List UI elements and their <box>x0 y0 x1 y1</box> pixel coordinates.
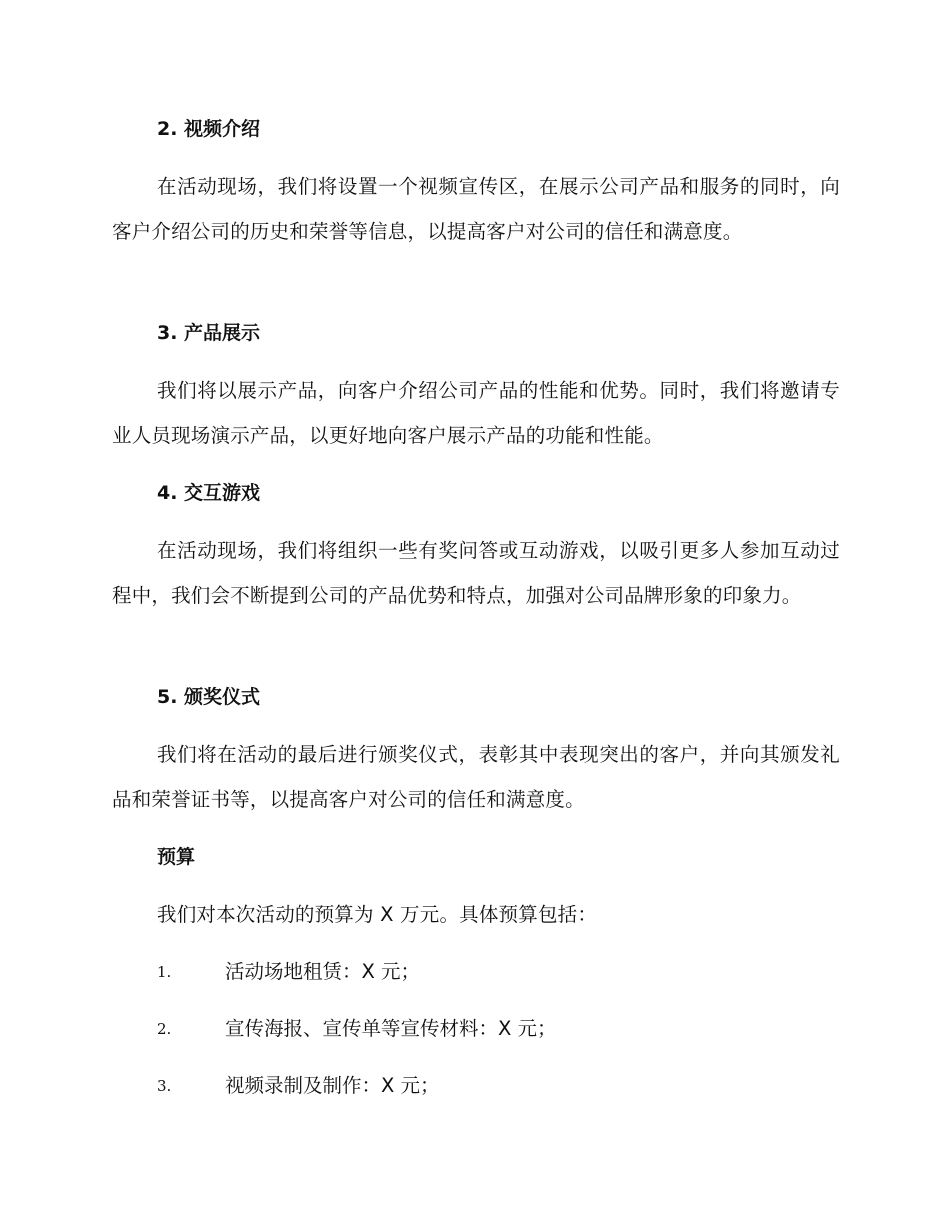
list-text: 活动场地租赁：X 元； <box>225 960 421 983</box>
section-heading-video: 2. 视频介绍 <box>157 118 261 140</box>
section-paragraph-awards: 我们将在活动的最后进行颁奖仪式，表彰其中表现突出的客户，并向其颁发礼品和荣誉证书等，以提高客户对公司的信任和满意度。 <box>112 743 840 811</box>
budget-heading: 预算 <box>157 846 196 868</box>
section-heading-awards: 5. 颁奖仪式 <box>157 686 261 708</box>
budget-list-item <box>157 1071 797 1101</box>
section-paragraph-video: 在活动现场，我们将设置一个视频宣传区，在展示公司产品和服务的同时，向客户介绍公司的历史和荣誉等信息，以提高客户对公司的信任和满意度。 <box>112 175 840 243</box>
budget-list-item <box>157 1014 797 1044</box>
section-paragraph-games: 在活动现场，我们将组织一些有奖问答或互动游戏，以吸引更多人参加互动过程中，我们会不断提到公司的产品优势和特点，加强对公司品牌形象的印象力。 <box>112 539 840 607</box>
list-number: 3. <box>157 1077 172 1095</box>
list-number: 1. <box>157 963 172 981</box>
list-text: 视频录制及制作：X 元； <box>225 1074 440 1097</box>
list-text: 宣传海报、宣传单等宣传材料：X 元； <box>225 1017 557 1040</box>
budget-intro: 我们对本次活动的预算为 X 万元。具体预算包括： <box>157 903 598 926</box>
section-heading-product: 3. 产品展示 <box>157 322 261 344</box>
section-paragraph-product: 我们将以展示产品，向客户介绍公司产品的性能和优势。同时，我们将邀请专业人员现场演示产品，以更好地向客户展示产品的功能和性能。 <box>112 379 840 447</box>
list-number: 2. <box>157 1020 172 1038</box>
budget-list-item <box>157 957 797 987</box>
section-heading-games: 4. 交互游戏 <box>157 482 261 504</box>
